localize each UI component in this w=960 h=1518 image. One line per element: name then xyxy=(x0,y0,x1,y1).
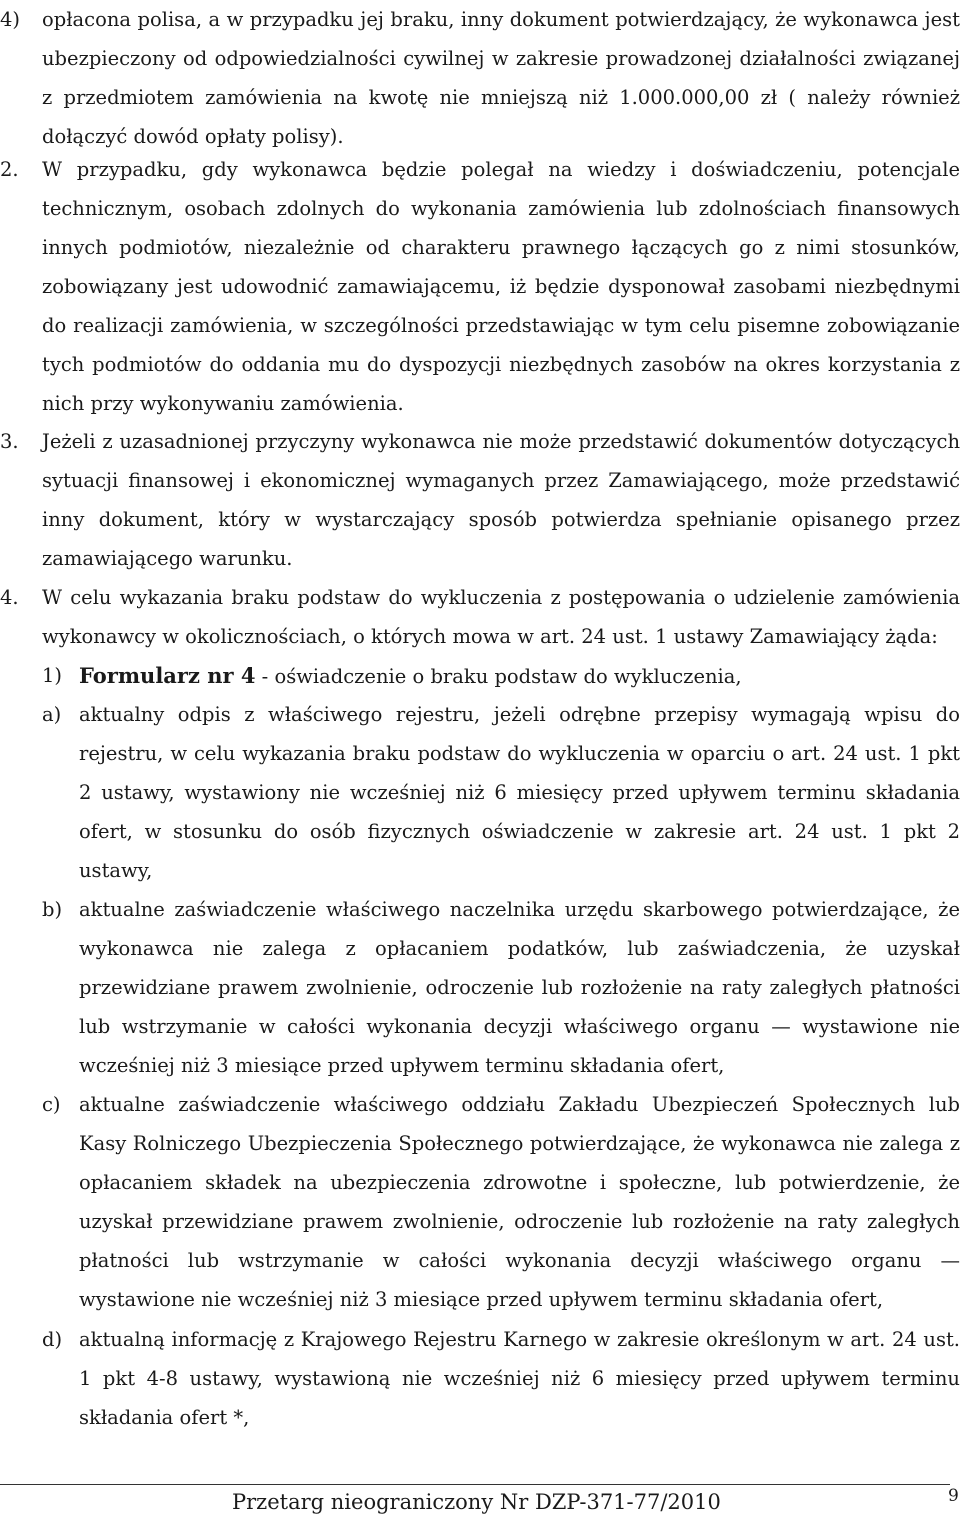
subitem-text xyxy=(79,656,960,696)
form-name: Formularz nr 4 xyxy=(79,663,256,688)
footer-text: Przetarg nieograniczony Nr DZP-371-77/2010 xyxy=(232,1490,721,1514)
page-number: 9 xyxy=(948,1486,959,1506)
paragraph-2 xyxy=(0,150,960,423)
paragraph-number: 3. xyxy=(0,430,19,453)
paragraph-text: W przypadku, gdy wykonawca będzie polegał na wiedzy i doświadczeniu, potencjale technicznym, osobach zdolnych do wykonania zamówienia lub zdolnościach finansowych innych podmiotów, niezależnie od charakteru prawnego łączących go z nimi stosunków, zobowiązany jest udowodnić zamawiającemu, iż będzie dysponował zasobami niezbędnymi do realizacji zamówienia, w szczególności przedstawiając w tym celu pisemne zobowiązanie tych podmiotów do oddania mu do dyspozycji niezbędnych zasobów na okres korzystania z nich przy wykonywaniu zamówienia. xyxy=(42,158,960,415)
subitem-text: aktualne zaświadczenie właściwego naczelnika urzędu skarbowego potwierdzające, że wykonawca nie zalega z opłacaniem podatków, lub zaświadczenia, że uzyskał przewidziane prawem zwolnienie, odroczenie lub rozłożenie na raty zaległych płatności lub wstrzymanie w całości wykonania decyzji właściwego organu — wystawione nie wcześniej niż 3 miesiące przed upływem terminu składania ofert, xyxy=(79,898,960,1077)
subitem-text: aktualną informację z Krajowego Rejestru Karnego w zakresie określonym w art. 24 ust. 1 pkt 4-8 ustawy, wystawioną nie wcześniej niż 6 miesięcy przed upływem terminu składania ofert *, xyxy=(79,1328,960,1429)
paragraph-number: 4. xyxy=(0,586,19,609)
paragraph-4 xyxy=(0,578,960,656)
subitem-label: c) xyxy=(42,1093,61,1116)
subitem-rest: - oświadczenie o braku podstaw do wykluczenia, xyxy=(255,665,742,688)
subitem-label: a) xyxy=(42,703,62,726)
list-item-4-insurance xyxy=(0,0,960,156)
paragraph-number: 2. xyxy=(0,158,19,181)
list-item-label: 4) xyxy=(0,8,21,31)
list-item-text: opłacona polisa, a w przypadku jej braku, inny dokument potwierdzający, że wykonawca jest ubezpieczony od odpowiedzialności cywilnej w zakresie prowadzonej działalności związanej z przedmiotem zamówienia na kwotę nie mniejszą niż 1.000.000,00 zł ( należy również dołączyć dowód opłaty polisy). xyxy=(42,8,960,148)
subitem-label: d) xyxy=(42,1328,63,1351)
footer-divider xyxy=(0,1484,950,1485)
subitem-text: aktualne zaświadczenie właściwego oddziału Zakładu Ubezpieczeń Społecznych lub Kasy Rolniczego Ubezpieczenia Społecznego potwierdzające, że wykonawca nie zalega z opłacaniem składek na ubezpieczenia zdrowotne i społeczne, lub potwierdzenie, że uzyskał przewidziane prawem zwolnienie, odroczenie lub rozłożenie na raty zaległych płatności lub wstrzymanie w całości wykonania decyzji właściwego organu — wystawione nie wcześniej niż 3 miesiące przed upływem terminu składania ofert, xyxy=(79,1093,960,1311)
paragraph-text: W celu wykazania braku podstaw do wykluczenia z postępowania o udzielenie zamówienia wykonawcy w okolicznościach, o których mowa w art. 24 ust. 1 ustawy Zamawiający żąda: xyxy=(42,586,960,648)
paragraph-text: Jeżeli z uzasadnionej przyczyny wykonawca nie może przedstawić dokumentów dotyczących sytuacji finansowej i ekonomicznej wymaganych przez Zamawiającego, może przedstawić inny dokument, który w wystarczający sposób potwierdza spełnianie opisanego przez zamawiającego warunku. xyxy=(42,430,960,570)
subitem-label: 1) xyxy=(42,664,63,687)
subitem-text: aktualny odpis z właściwego rejestru, jeżeli odrębne przepisy wymagają wpisu do rejestru, w celu wykazania braku podstaw do wykluczenia w oparciu o art. 24 ust. 1 pkt 2 ustawy, wystawiony nie wcześniej niż 6 miesięcy przed upływem terminu składania ofert, w stosunku do osób fizycznych oświadczenie w zakresie art. 24 ust. 1 pkt 2 ustawy, xyxy=(79,703,960,882)
subitem-label: b) xyxy=(42,898,63,921)
paragraph-3 xyxy=(0,422,960,578)
